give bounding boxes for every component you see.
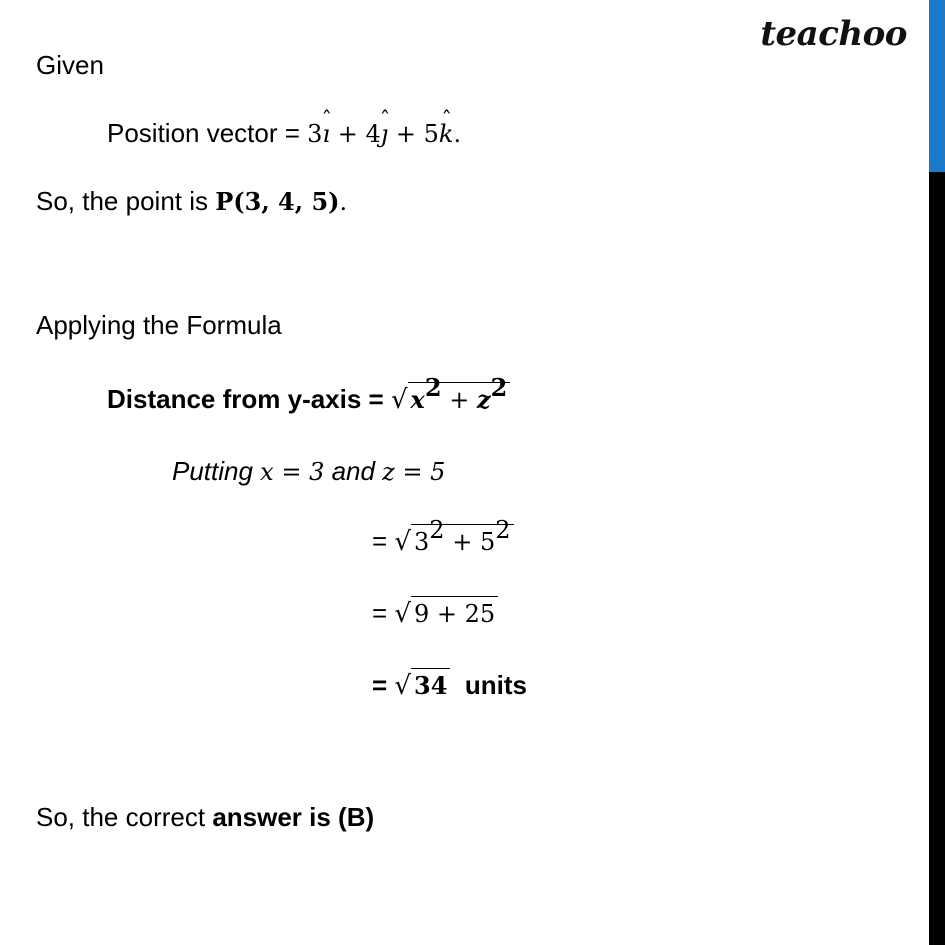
putting-line (172, 458, 445, 484)
formula-heading: Applying the Formula (36, 310, 282, 340)
var-x: x (410, 385, 425, 414)
formula-line (107, 372, 510, 415)
putting-word: Putting (172, 456, 261, 486)
step-3-value: 34 (414, 671, 448, 700)
point-prefix: So, the point is (36, 186, 216, 216)
teachoo-logo: teachoo (760, 14, 907, 54)
step-3 (372, 672, 527, 699)
coef-k: 5 (423, 120, 439, 148)
coef-i: 3 (307, 120, 323, 148)
s1-a: 3 (414, 528, 430, 556)
s1-b: 5 (479, 528, 496, 556)
conclusion-line (36, 804, 374, 830)
unit-vector-j: ˆ ȷ (381, 122, 388, 146)
unit-vector-i: ˆ ı (322, 122, 330, 146)
exp-z: 2 (490, 372, 508, 402)
s1-plus: + (444, 528, 480, 556)
plus-1: + (330, 120, 366, 148)
coef-j: 4 (365, 120, 381, 148)
put-x: x = 3 (260, 458, 325, 486)
s1-exp-b: 2 (495, 515, 511, 544)
answer-label: answer is (B) (212, 802, 375, 832)
step-1-sqrt: √ $3^2 + 5^2$ (394, 528, 513, 555)
exp-x: 2 (424, 372, 442, 402)
step-3-sqrt: √ 34 (394, 672, 450, 699)
step-1-eq: = (372, 526, 395, 556)
step-1 (372, 515, 514, 557)
formula-sqrt: √ $x^2 + z^2$ (391, 386, 510, 413)
point-period: . (339, 188, 348, 216)
sidebar (929, 0, 945, 945)
point-line (36, 188, 347, 214)
formula-plus: + (441, 386, 477, 414)
step-3-eq: = (372, 670, 395, 700)
put-z: z = 5 (382, 458, 446, 486)
position-vector-label: Position vector = (107, 118, 308, 148)
plus-2: + (388, 120, 424, 148)
unit-vector-k: ˆ k (439, 122, 454, 146)
position-vector-line (107, 120, 461, 146)
period: . (453, 120, 462, 148)
var-z: z (476, 385, 491, 414)
point-value: P(3, 4, 5) (215, 187, 340, 216)
step-2-eq: = (372, 598, 395, 628)
step-2-sqrt: √ 9 + 25 (394, 600, 498, 627)
step-2-value: 9 + 25 (414, 600, 496, 628)
given-heading: Given (36, 50, 104, 80)
s1-exp-a: 2 (429, 515, 445, 544)
and-word: and (324, 456, 383, 486)
step-2 (372, 600, 498, 627)
formula-label: Distance from y-axis = (107, 384, 391, 414)
sidebar-accent (929, 0, 945, 172)
units-label: units (464, 670, 527, 700)
conclusion-prefix: So, the correct (36, 802, 213, 832)
